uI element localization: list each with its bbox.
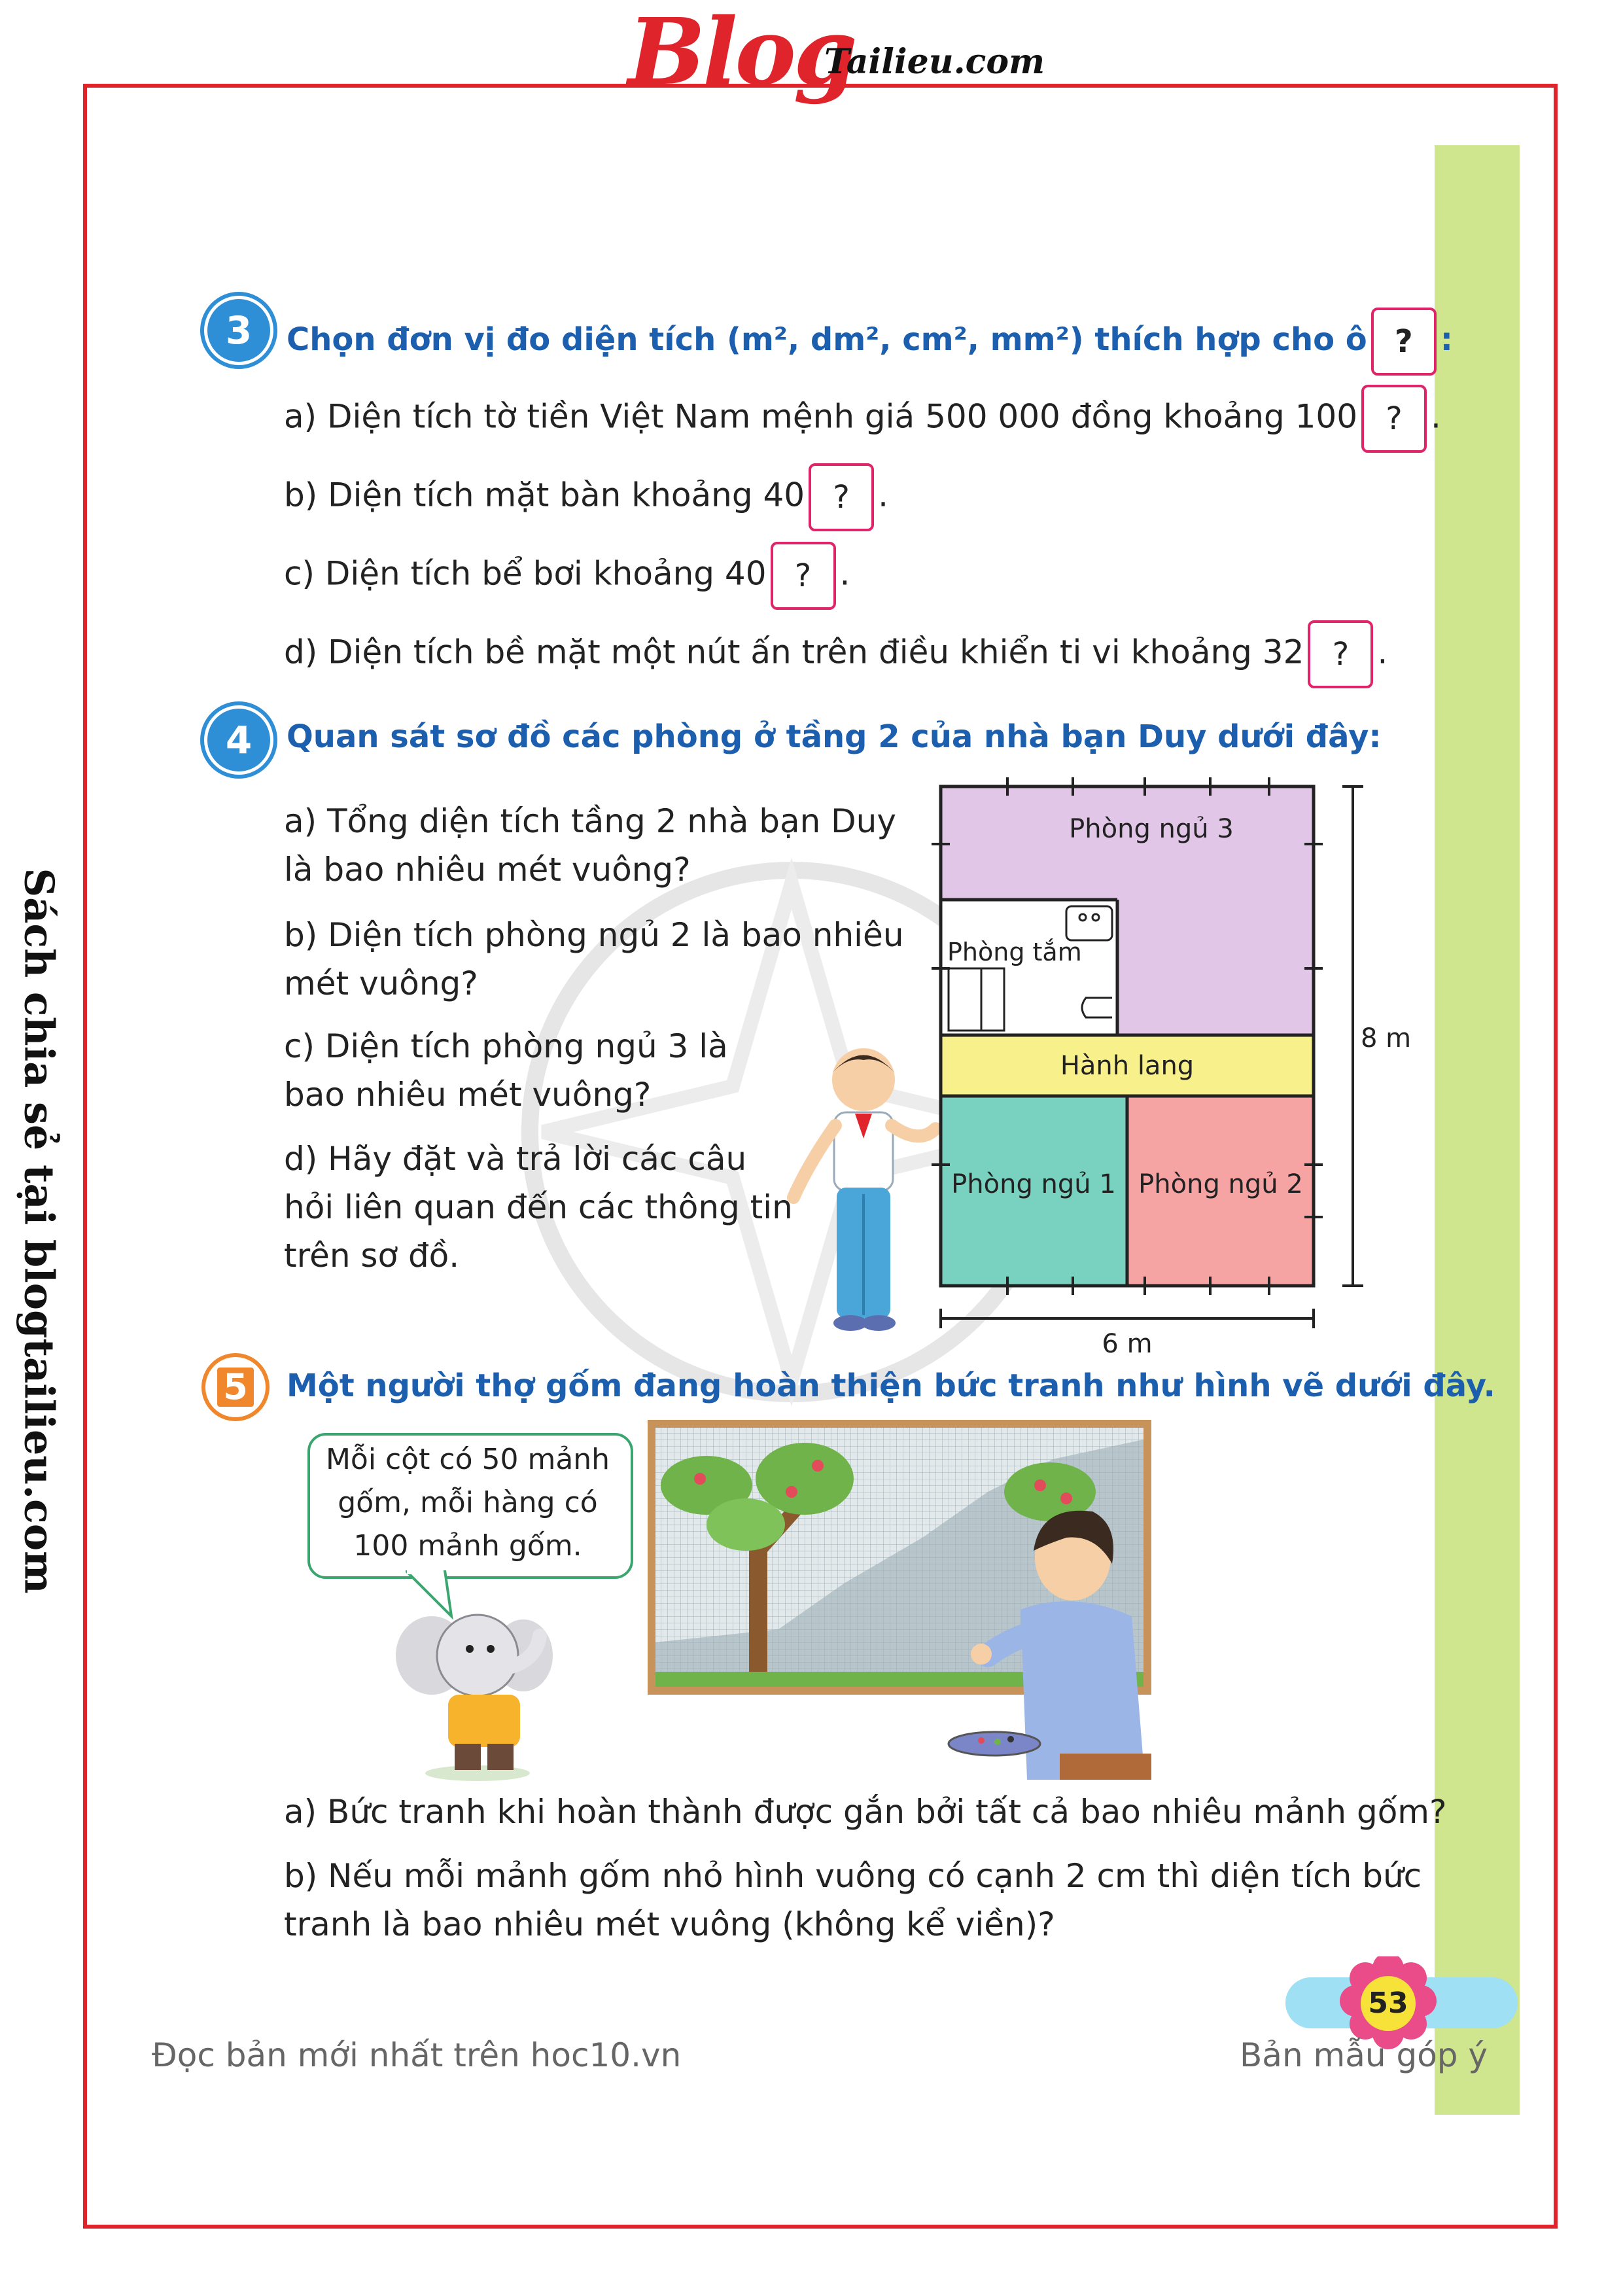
page-number: 53 xyxy=(1361,1976,1416,2031)
question-3-item-b xyxy=(284,463,888,531)
question-3-title-text: Chọn đơn vị đo diện tích (m², dm², cm², mm²) thích hợp cho ô xyxy=(287,321,1367,358)
answer-box[interactable]: ? xyxy=(1308,620,1373,688)
question-5-number xyxy=(201,1353,270,1421)
hallway-label: Hành lang xyxy=(1060,1051,1195,1081)
answer-box[interactable]: ? xyxy=(809,463,874,531)
room1-label: Phòng ngủ 1 xyxy=(951,1169,1116,1199)
item-text: a) Diện tích tờ tiền Việt Nam mệnh giá 500 000 đồng khoảng 100 xyxy=(284,397,1358,436)
side-watermark-text: Sách chia sẻ tại blogtailieu.com xyxy=(15,868,63,1594)
bathroom-label: Phòng tắm xyxy=(947,938,1082,966)
question-4-number: 4 xyxy=(204,705,273,775)
question-5-item-a: a) Bức tranh khi hoàn thành được gắn bởi tất cả bao nhiêu mảnh gốm? xyxy=(284,1793,1447,1831)
question-4-line: bao nhiêu mét vuông? xyxy=(284,1076,652,1114)
question-5-item-b-cont: tranh là bao nhiêu mét vuông (không kể viền)? xyxy=(284,1905,1055,1943)
question-5-title: Một người thợ gốm đang hoàn thiện bức tranh như hình vẽ dưới đây. xyxy=(287,1368,1495,1404)
elephant-illustration xyxy=(386,1597,582,1786)
room3-label: Phòng ngủ 3 xyxy=(1069,814,1234,844)
bubble-line: gốm, mỗi hàng có xyxy=(338,1486,598,1519)
question-4-line: b) Diện tích phòng ngủ 2 là bao nhiêu xyxy=(284,916,904,954)
question-4-title: Quan sát sơ đồ các phòng ở tầng 2 của nhà bạn Duy dưới đây: xyxy=(287,718,1382,755)
answer-box[interactable]: ? xyxy=(771,542,836,610)
item-text: d) Diện tích bề mặt một nút ấn trên điều khiển ti vi khoảng 32 xyxy=(284,633,1304,671)
logo-blog-text: Blog xyxy=(628,0,855,106)
logo-site-text: Tailieu.com xyxy=(824,42,1045,82)
question-5-number-text: 5 xyxy=(217,1368,254,1407)
item-text: c) Diện tích bể bơi khoảng 40 xyxy=(284,554,767,593)
answer-box[interactable]: ? xyxy=(1361,385,1427,453)
question-3-item-c xyxy=(284,542,850,610)
item-end: . xyxy=(839,554,850,593)
question-3-colon: : xyxy=(1440,321,1453,358)
item-text: b) Diện tích mặt bàn khoảng 40 xyxy=(284,476,805,514)
bubble-line: Mỗi cột có 50 mảnh xyxy=(325,1443,610,1476)
question-4-line: là bao nhiêu mét vuông? xyxy=(284,851,691,889)
question-5-item-b: b) Nếu mỗi mảnh gốm nhỏ hình vuông có cạnh 2 cm thì diện tích bức xyxy=(284,1857,1422,1895)
question-4-line: trên sơ đồ. xyxy=(284,1237,460,1275)
question-4-line: hỏi liên quan đến các thông tin xyxy=(284,1188,793,1226)
speech-bubble-text xyxy=(307,1438,628,1568)
item-end: . xyxy=(1377,633,1388,671)
question-4-line: c) Diện tích phòng ngủ 3 là xyxy=(284,1027,728,1065)
question-4-line: mét vuông? xyxy=(284,964,478,1002)
question-4-line: a) Tổng diện tích tầng 2 nhà bạn Duy xyxy=(284,802,896,840)
item-end: . xyxy=(1431,397,1441,436)
width-dimension-label: 6 m xyxy=(1102,1329,1153,1359)
question-3-number: 3 xyxy=(204,296,273,365)
question-3-item-d xyxy=(284,620,1387,688)
bubble-line: 100 mảnh gốm. xyxy=(353,1529,582,1563)
question-3-item-a xyxy=(284,385,1441,453)
footer-left-text[interactable]: Đọc bản mới nhất trên hoc10.vn xyxy=(152,2036,682,2074)
potter-illustration xyxy=(942,1505,1164,1780)
floor-plan xyxy=(916,772,1452,1364)
item-end: . xyxy=(878,476,888,514)
question-3-title xyxy=(287,308,1453,376)
question-4-line: d) Hãy đặt và trả lời các câu xyxy=(284,1140,747,1178)
answer-box[interactable]: ? xyxy=(1371,308,1437,376)
room2-label: Phòng ngủ 2 xyxy=(1138,1169,1303,1199)
footer-right-text: Bản mẫu góp ý xyxy=(1240,2036,1488,2074)
floor-plan-svg xyxy=(916,772,1452,1361)
height-dimension-label: 8 m xyxy=(1361,1023,1412,1053)
